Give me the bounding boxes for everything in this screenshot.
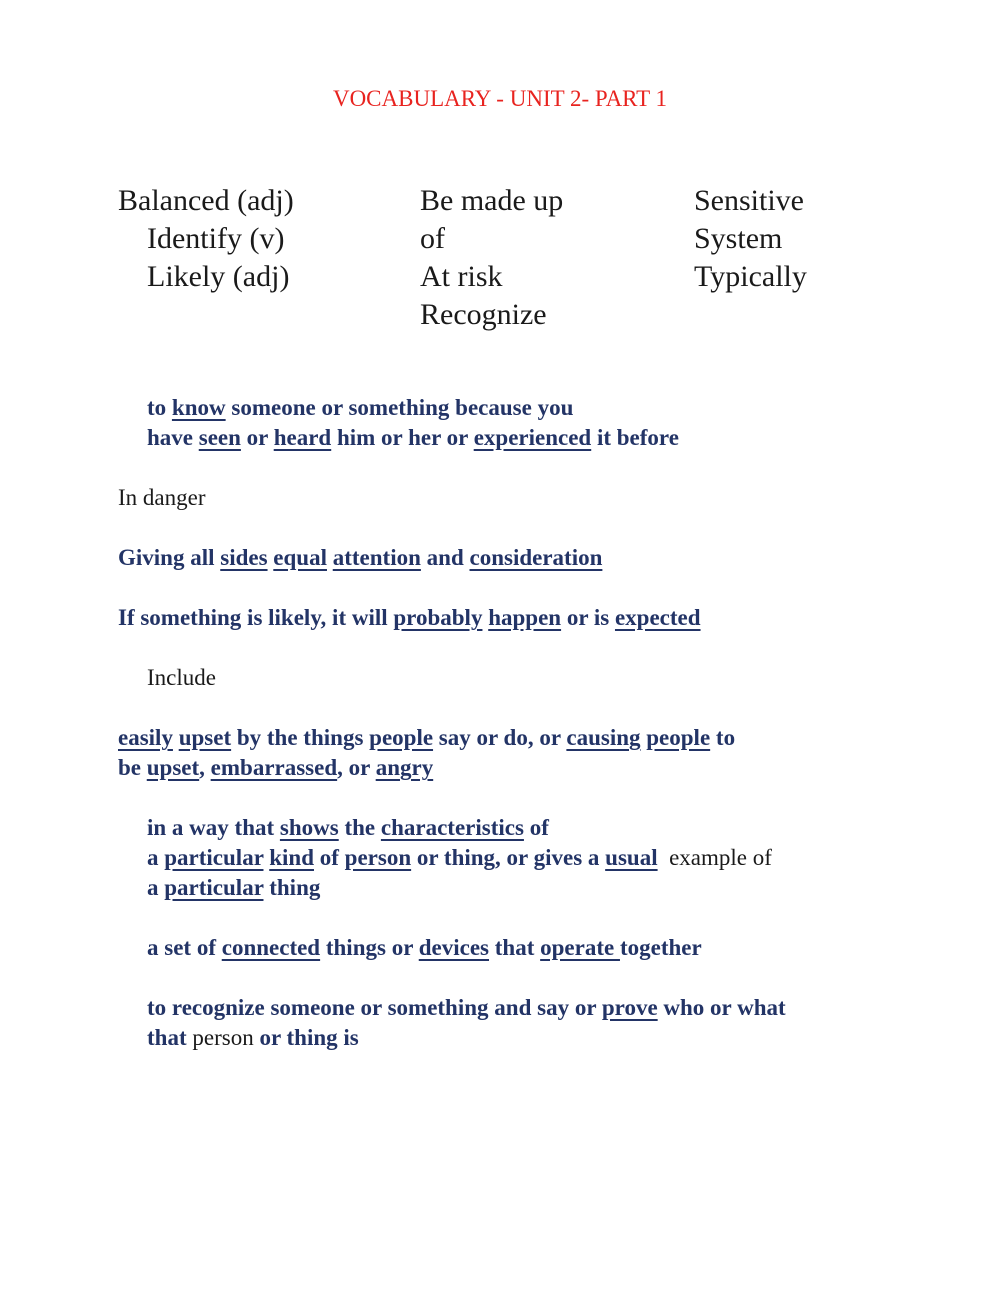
definition-system: a set of connected things or devices that operate together: [147, 935, 702, 960]
definition-sensitive: [118, 723, 735, 783]
definition-line: a particular thing: [147, 875, 321, 900]
vocab-word: Typically: [694, 260, 807, 293]
definition-line: a particular kind of person or thing, or gives a usual example of: [147, 845, 772, 870]
vocab-word: Be made up: [420, 184, 564, 217]
vocab-word: Recognize: [420, 298, 547, 331]
definition-recognize: [147, 393, 679, 453]
definition-line: to recognize someone or something and say or prove who or what: [147, 995, 786, 1020]
definition-line: that person or thing is: [147, 1025, 359, 1050]
vocab-word: Identify (v): [147, 222, 285, 255]
vocab-word: System: [694, 222, 783, 255]
definition-line: easily upset by the things people say or do, or causing people to: [118, 725, 736, 750]
definition-line: have seen or heard him or her or experienced it before: [147, 425, 679, 450]
definition-be-made-up-of: Include: [147, 665, 216, 690]
vocab-word: At risk: [420, 260, 503, 293]
vocab-word: of: [420, 222, 445, 255]
vocab-word: Balanced (adj): [118, 184, 294, 217]
page-title: VOCABULARY - UNIT 2- PART 1: [332, 86, 668, 111]
definition-line: in a way that shows the characteristics of: [147, 815, 549, 840]
definition-line: be upset, embarrassed, or angry: [118, 755, 434, 780]
vocab-column-1: [118, 182, 294, 296]
vocab-word: Likely (adj): [147, 260, 290, 293]
definition-identify: [147, 993, 786, 1053]
vocab-column-2: [420, 182, 563, 334]
definition-at-risk: In danger: [118, 485, 206, 510]
definition-line: to know someone or something because you: [147, 395, 574, 420]
definition-typically: [147, 813, 772, 903]
vocab-column-3: [694, 182, 807, 296]
definition-balanced: Giving all sides equal attention and consideration: [118, 545, 603, 570]
vocab-word: Sensitive: [694, 184, 804, 217]
definition-likely: If something is likely, it will probably happen or is expected: [118, 605, 701, 630]
